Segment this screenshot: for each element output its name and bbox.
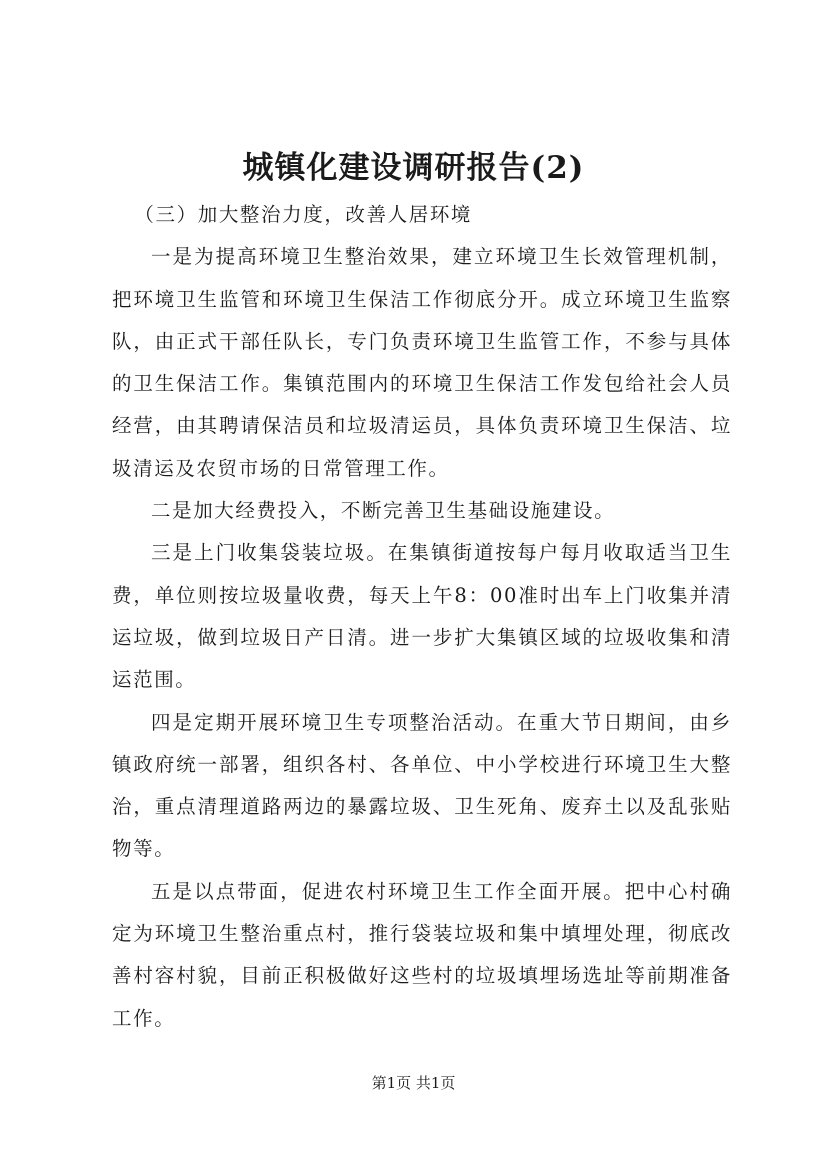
document-body	[112, 194, 732, 1040]
document-title: 城镇化建设调研报告(2)	[242, 150, 585, 186]
paragraph-1: 一是为提高环境卫生整治效果，建立环境卫生长效管理机制，把环境卫生监管和环境卫生保洁工作彻底分开。成立环境卫生监察队，由正式干部任队长，专门负责环境卫生监管工作，不参与具体的卫生保洁工作。集镇范围内的环境卫生保洁工作发包给社会人员经营，由其聘请保洁员和垃圾清运员，具体负责环境卫生保洁、垃圾清运及农贸市场的日常管理工作。	[112, 245, 732, 480]
paragraph-2: 二是加大经费投入，不断完善卫生基础设施建设。	[151, 499, 616, 523]
page-number: 第1页 共1页	[371, 1074, 456, 1092]
paragraph-5: 五是以点带面，促进农村环境卫生工作全面开展。把中心村确定为环境卫生整治重点村，推行袋装垃圾和集中填埋处理，彻底改善村容村貌，目前正积极做好这些村的垃圾填埋场选址等前期准备工作。	[112, 879, 732, 1030]
paragraph-3: 三是上门收集袋装垃圾。在集镇街道按每户每月收取适当卫生费，单位则按垃圾量收费，每天上午8：00准时出车上门收集并清运垃圾，做到垃圾日产日清。进一步扩大集镇区域的垃圾收集和清运范围。	[112, 541, 732, 692]
page-footer	[0, 1072, 827, 1094]
section-heading: （三）加大整治力度，改善人居环境	[134, 203, 473, 226]
paragraph-4: 四是定期开展环境卫生专项整治活动。在重大节日期间，由乡镇政府统一部署，组织各村、各单位、中小学校进行环境卫生大整治，重点清理道路两边的暴露垃圾、卫生死角、废弃土以及乱张贴物等。	[112, 710, 732, 861]
